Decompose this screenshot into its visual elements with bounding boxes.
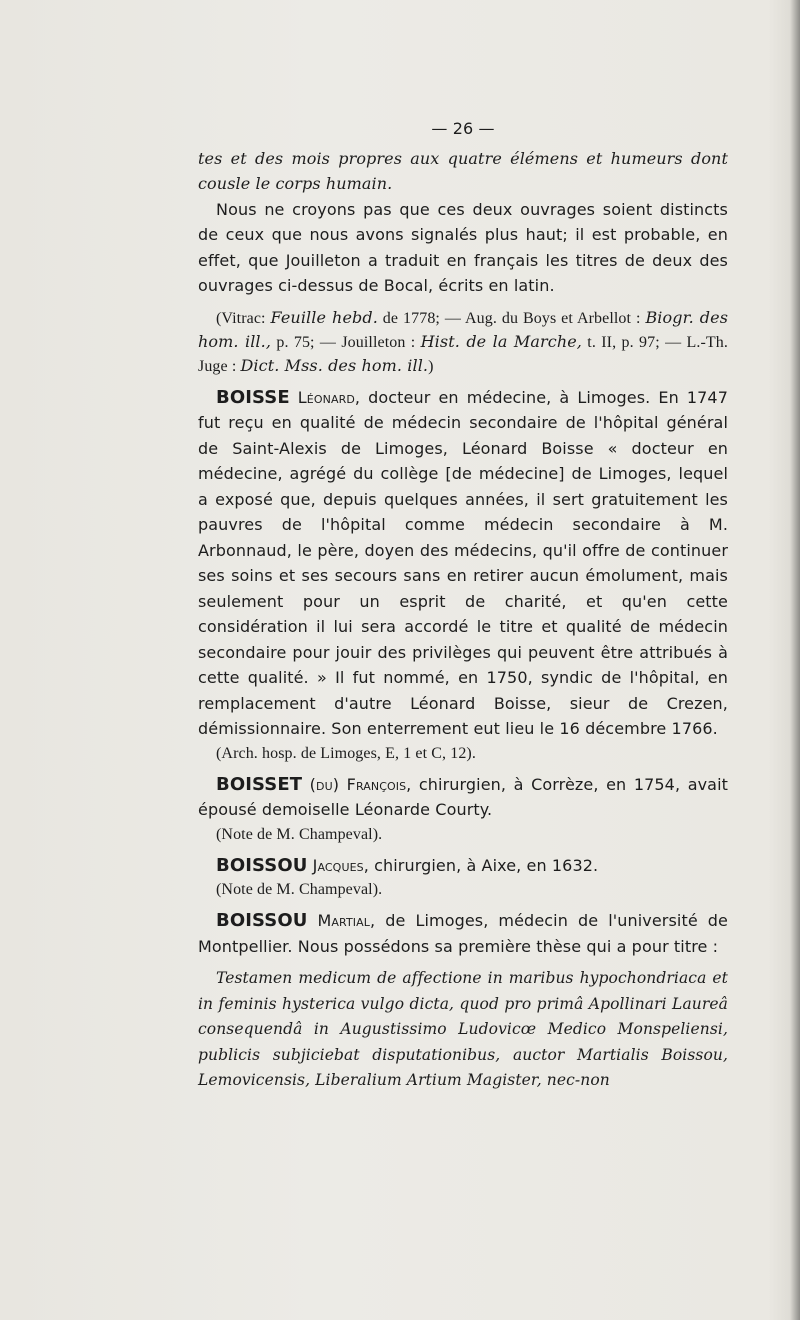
entry-boisset-text: , chirurgien, à Corrèze, en 1754, avait épousé demoiselle Léonarde Courty. xyxy=(198,774,728,819)
text-block xyxy=(198,116,728,1094)
entry-boissou-martial xyxy=(198,908,728,959)
entry-boissou-jacques xyxy=(198,853,728,879)
intro-paragraph: Nous ne croyons pas que ces deux ouvrages soient distincts de ceux que nous avons signalés plus haut; il est probable, en effet, que Jouilleton a traduit en français les titres de deux des ouvrages ci-dessus de Bocal, écrits en latin. xyxy=(198,199,728,295)
entry-boisse-name: BOISSE xyxy=(216,386,290,408)
entry-boisse-source: (Arch. hosp. de Limoges, E, 1 et C, 12). xyxy=(216,744,476,762)
entry-boissou-jacques-name: BOISSOU xyxy=(216,854,308,876)
entry-boisse-first-name: Léonard xyxy=(297,387,355,407)
entry-boisset-particle: (du) xyxy=(302,774,347,794)
entry-boissou-martial-first-name: Martial xyxy=(317,911,370,930)
page-edge-shadow xyxy=(790,0,800,1320)
ref-part-1: (Vitrac: xyxy=(216,309,271,327)
entry-boissou-jacques-text: , chirurgien, à Aixe, en 1632. xyxy=(363,855,599,875)
ref-part-3: p. 75; — Jouilleton : xyxy=(271,333,421,351)
entry-boisset-first-name: François xyxy=(346,774,407,794)
intro-italic-lines: tes et des mois propres aux quatre élémens et humeurs dont cousle le corps humain. xyxy=(198,148,728,193)
entry-boisset-name: BOISSET xyxy=(216,773,303,795)
entry-boissou-jacques-source: (Note de M. Champeval). xyxy=(216,881,383,898)
entry-boisset-source: (Note de M. Champeval). xyxy=(216,825,383,843)
entry-boisse-text: , docteur en médecine, à Limoges. En 1747 fut reçu en qualité de médecin secondaire de l'hôpital général de Saint-Alexis de Limoges, Léonard Boisse « docteur en médecine, agrégé du collège [de médecine] de Limoges, lequel a exposé que, depuis quelques années, il sert gratuitement les pauvres de l'hôpital comme médecin secondaire à M. Arbonnaud, le père, doyen des médecins, qu'il offre de continuer ses soins et ses secours sans en retirer aucun émolument, mais seulement pour un esprit de charité, et qu'en cette considération il lui sera accordé le titre et qualité de médecin secondaire pour jouir des privilèges qui peuvent être attribués à cette qualité. » Il fut nommé, en 1750, syndic de l'hôpital, en remplacement d'autre Léonard Boisse, sieur de Crezen, démissionnaire. Son enterrement eut lieu le 16 décembre 1766. xyxy=(198,387,728,738)
thesis-title: Testamen medicum de affectione in maribus hypochondriaca et in feminis hysterica vulgo dicta, quod pro primâ Apollinari Laureâ consequendâ in Augustissimo Ludovicœ Medico Monspeliensi, publicis subjiciebat disputationibus, auctor Martialis Boissou, Lemovicensis, Liberalium Artium Magister, nec-non xyxy=(198,969,728,1089)
page-number: — 26 — xyxy=(431,119,495,138)
entry-boissou-martial-text: , de Limoges, médecin de l'université de Montpellier. Nous possédons sa première thèse qui a pour titre : xyxy=(198,911,728,956)
intro-reference xyxy=(198,306,728,378)
entry-boissou-martial-name: BOISSOU xyxy=(216,910,308,931)
entry-boissou-jacques-first-name: Jacques xyxy=(312,855,364,875)
ref-part-4: t. II, p. 97; — L.-Th. Juge : xyxy=(198,333,728,375)
ref-part-2: de 1778; — Aug. du Boys et Arbellot : xyxy=(377,309,646,327)
entry-boisset xyxy=(198,772,728,823)
ref-part-1-italic: Feuille hebd. xyxy=(270,307,378,327)
ref-part-2-italic: Biogr. des hom. ill., xyxy=(198,307,728,351)
ref-part-5: ) xyxy=(428,357,434,375)
ref-part-3-italic: Hist. de la Marche, xyxy=(420,331,582,351)
entry-boisse xyxy=(198,385,728,742)
ref-part-4-italic: Dict. Mss. des hom. ill. xyxy=(240,355,429,375)
